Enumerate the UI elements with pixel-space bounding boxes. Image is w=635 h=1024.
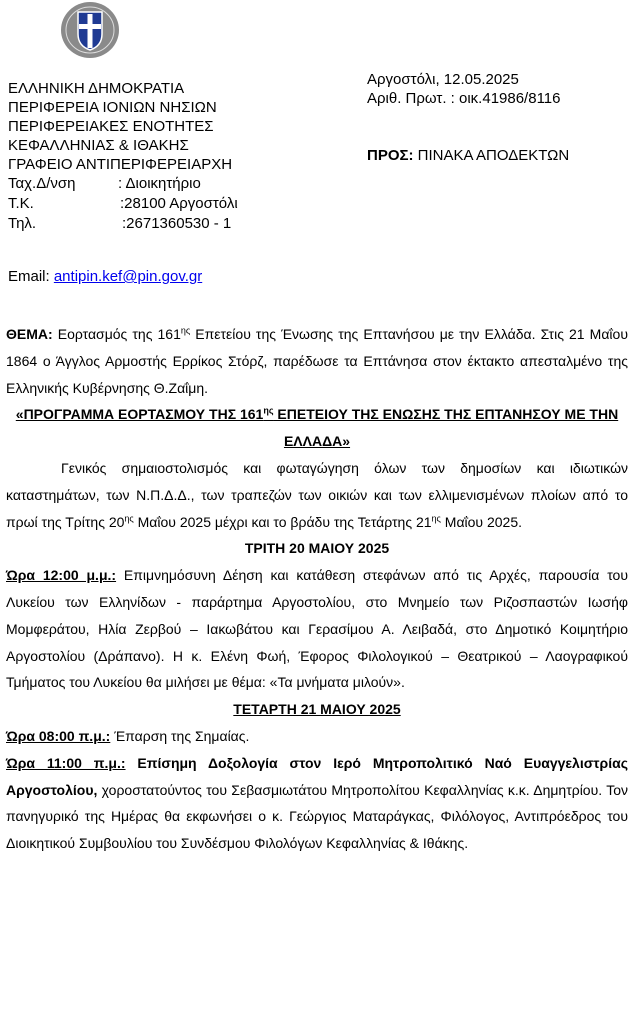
meta-block: [367, 70, 629, 165]
subject-paragraph: [6, 321, 628, 401]
day2-event-1: [6, 723, 628, 750]
email-line: [8, 267, 202, 286]
subject-text: Επετείου της Ένωσης της Επτανήσου με την Ελλάδα. Στις 21 Μαΐου 1864 ο Άγγλος Αρμοστής Ερρίκος Στόρζ, παρέδωσε τα Επτάνησα στον έκτακτο απεσταλμένο της Ελληνικής Κυβέρνησης Θ.Ζαΐμη.: [6, 326, 628, 396]
event-time: Ώρα 08:00 π.μ.:: [6, 727, 111, 744]
intro-text: Γενικός σημαιοστολισμός και φωταγώγηση όλων των δημοσίων και ιδιωτικών καταστημάτων, των Ν.Π.Δ.Δ., των τραπεζών των οικιών και των ελλιμενισμένων πλοίων από το πρωί της Τρίτης 20: [6, 459, 628, 530]
recipient-value: ΠΙΝΑΚΑ ΑΠΟΔΕΚΤΩΝ: [413, 147, 570, 164]
day2-event-2: [6, 750, 628, 857]
intro-text: Μαΐου 2025 μέχρι και το βράδυ της Τετάρτης 21: [133, 513, 432, 530]
address-value: :2671360530 - 1: [122, 215, 232, 232]
day2-heading: ΤΕΤΑΡΤΗ 21 ΜΑΙΟΥ 2025: [233, 701, 401, 718]
recipient-line: [367, 146, 629, 165]
event-time: Ώρα 12:00 μ.μ.:: [6, 567, 117, 584]
intro-paragraph: [6, 455, 628, 535]
address-label: Ταχ.Δ/νση: [8, 175, 76, 192]
document-body: [6, 321, 628, 857]
address-row: [8, 194, 308, 214]
sender-line: ΓΡΑΦΕΙΟ ΑΝΤΙΠΕΡΙΦΕΡΕΙΑΡΧΗ: [8, 156, 233, 173]
address-row: [8, 214, 308, 234]
program-title-text: «ΠΡΟΓΡΑΜΜΑ ΕΟΡΤΑΣΜΟΥ ΤΗΣ 161: [15, 406, 264, 423]
event-text: Επιμνημόσυνη Δέηση και κατάθεση στεφάνων από τις Αρχές, παρουσία του Λυκείου των Ελληνίδων - παράρτημα Αργοστολίου, στο Μνημείο των Ριζοσπαστών Ιωσήφ Μομφεράτου, Ηλία Ζερβού – Ιακωβάτου και Γερασίμου Α. Λειβαδά, στο Δημοτικό Κοιμητήριο Αργοστολίου (Δράπανο). Η κ. Ελένη Φωή, Έφορος Φιλολογικού – Θεατρικού – Λαογραφικού Τμήματος του Λυκείου θα μιλήσει με θέμα: «Τα μνήματα μιλούν».: [6, 567, 628, 691]
greek-coat-of-arms-icon: [60, 0, 120, 60]
day1-heading: ΤΡΙΤΗ 20 ΜΑΙΟΥ 2025: [244, 540, 390, 557]
sender-line: ΠΕΡΙΦΕΡΕΙΑ ΙΟΝΙΩΝ ΝΗΣΙΩΝ: [8, 99, 217, 116]
day1-event: [6, 562, 628, 696]
event-time: Ώρα 11:00 π.μ.:: [6, 754, 126, 771]
protocol-number: Αριθ. Πρωτ. : οικ.41986/8116: [367, 90, 561, 107]
subject-text: Εορτασμός της 161: [52, 326, 181, 342]
subject-label: ΘΕΜΑ:: [6, 326, 53, 342]
ordinal-sup: ης: [180, 325, 191, 336]
ordinal-sup: ης: [431, 512, 441, 523]
sender-block: [8, 79, 308, 234]
sender-line: ΕΛΛΗΝΙΚΗ ΔΗΜΟΚΡΑΤΙΑ: [8, 80, 185, 97]
address-label: Τ.Κ.: [8, 195, 34, 212]
ordinal-sup: ης: [124, 512, 134, 523]
ordinal-sup: ης: [263, 405, 274, 416]
place-date: Αργοστόλι, 12.05.2025: [367, 71, 519, 88]
address-row: [8, 174, 308, 194]
address-label: Τηλ.: [8, 215, 37, 232]
event-bold-text: Επίσημη Δοξολογία στον Ιερό Μητροπολιτικό Ναό Ευαγγελιστρίας Αργοστολίου,: [6, 754, 628, 798]
address-value: :28100 Αργοστόλι: [120, 195, 238, 212]
event-text: Έπαρση της Σημαίας.: [110, 727, 250, 744]
address-value: : Διοικητήριο: [118, 175, 201, 192]
email-label: Email:: [8, 268, 54, 285]
recipient-label: ΠΡΟΣ:: [367, 147, 414, 164]
sender-line: ΚΕΦΑΛΛΗΝΙΑΣ & ΙΘΑΚΗΣ: [8, 137, 189, 154]
intro-text: Μαΐου 2025.: [440, 513, 523, 530]
program-title: [6, 401, 628, 455]
sender-line: ΠΕΡΙΦΕΡΕΙΑΚΕΣ ΕΝΟΤΗΤΕΣ: [8, 118, 214, 135]
program-title-text: ΕΠΕΤΕΙΟΥ ΤΗΣ ΕΝΩΣΗΣ ΤΗΣ ΕΠΤΑΝΗΣΟΥ ΜΕ ΤΗΝ ΕΛΛΑΔΑ»: [273, 406, 619, 450]
email-link[interactable]: antipin.kef@pin.gov.gr: [53, 268, 203, 285]
event-text: χοροστατούντος του Σεβασμιωτάτου Μητροπολίτου Κεφαλληνίας κ.κ. Δημητρίου. Τον πανηγυρικό της Ημέρας θα εκφωνήσει ο κ. Γεώργιος Ματαράγκας, Φιλόλογος, Αντιπρόεδρος του Διοικητικού Συμβουλίου του Συνδέσμου Φιλολόγων Κεφαλληνίας & Ιθάκης.: [6, 781, 628, 852]
